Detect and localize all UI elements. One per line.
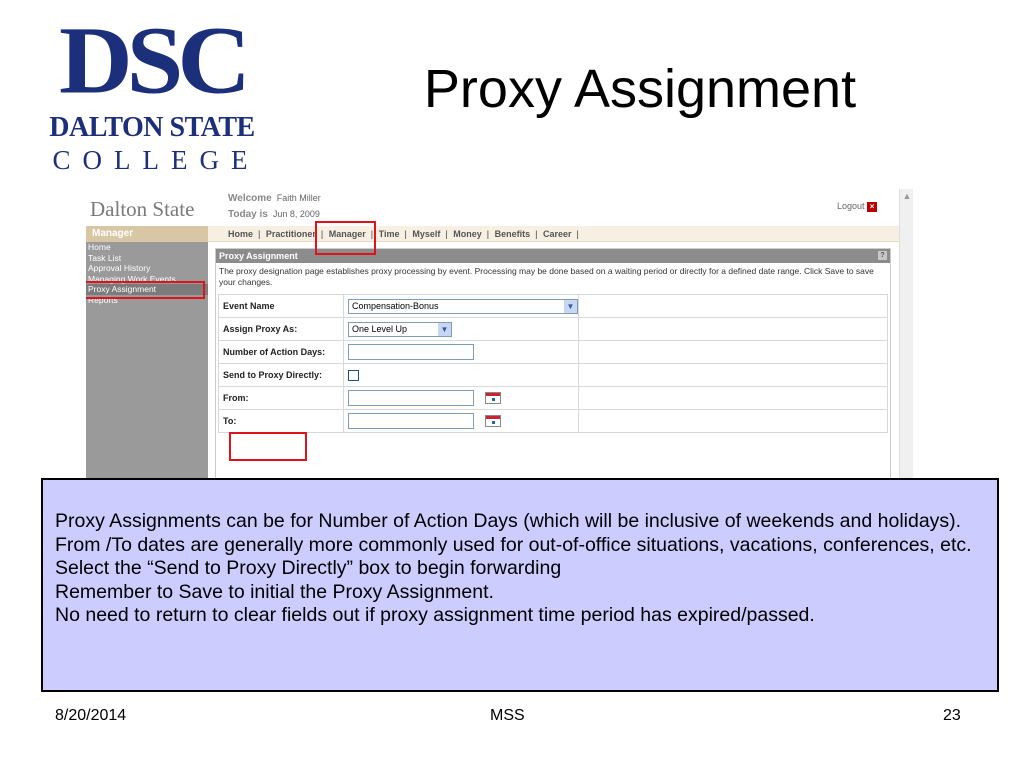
sidebar-item-managing-work-events[interactable]: Managing Work Events [88,273,176,284]
note-item: Proxy Assignments can be for Number of Action Days (which will be inclusive of weekends and holidays). [55,510,962,532]
nav-manager[interactable]: Manager [328,229,366,239]
footer-date: 8/20/2014 [55,707,127,724]
note-item: Remember to Save to initial the Proxy Assignment. [55,580,494,603]
main-nav: Home | Practitioner | Manager | Time | Myself | Money | Benefits | Career | [228,229,579,239]
footer-center: MSS [490,707,525,724]
chevron-down-icon[interactable]: ▼ [438,323,451,336]
welcome-label: Welcome [228,193,272,204]
calendar-icon[interactable] [485,392,501,404]
calendar-icon[interactable] [485,415,501,427]
form-row [219,318,888,341]
scrollbar[interactable] [899,189,913,479]
nav-home[interactable]: Home [228,229,254,239]
section-tab: Manager [86,226,208,242]
nav-myself[interactable]: Myself [412,229,441,239]
logout-link[interactable] [837,201,877,212]
app-screenshot [86,189,913,479]
close-icon[interactable]: × [867,202,877,212]
nav-practitioner[interactable]: Practitioner [265,229,316,239]
today-date: Jun 8, 2009 [272,209,320,219]
send-direct-checkbox[interactable] [348,370,359,381]
college-logo [40,6,264,175]
logo-line-2: DALTON STATE [49,112,255,143]
chevron-down-icon[interactable]: ▼ [564,300,577,313]
form-row [219,364,888,387]
nav-time[interactable]: Time [378,229,400,239]
note-item: From /To dates are generally more commonly used for out-of-office situations, vacations, conferences, etc. [55,533,972,556]
form-row [219,295,888,318]
from-label: From: [219,387,344,410]
proxy-assignment-panel [215,248,891,479]
assign-proxy-label: Assign Proxy As: [219,318,344,341]
sidebar-item-approval-history[interactable]: Approval History [88,263,151,273]
scroll-up-arrow-icon[interactable]: ▲ [902,191,912,201]
sidebar-item-task-list[interactable]: Task List [88,252,122,263]
send-direct-label: Send to Proxy Directly: [219,364,344,387]
welcome-text [228,193,321,204]
action-days-label: Number of Action Days: [219,341,344,364]
highlight-manager-tab [315,221,376,255]
to-date-input[interactable] [348,413,474,429]
assign-proxy-value: One Level Up [352,323,408,334]
to-label: To: [219,410,344,433]
page-number: 23 [943,707,961,724]
form-row [219,410,888,433]
event-name-select[interactable] [348,299,578,314]
help-icon[interactable]: ? [878,251,887,260]
from-date-input[interactable] [348,390,474,406]
logout-label: Logout [837,201,865,211]
form-row [219,341,888,364]
notes-box [41,478,999,692]
action-days-input[interactable] [348,344,474,360]
sidebar-item-proxy-assignment[interactable]: Proxy Assignment [86,284,208,295]
highlight-save-button [229,432,307,461]
nav-money[interactable]: Money [453,229,482,239]
event-name-value: Compensation-Bonus [352,300,439,311]
highlight-proxy-assignment [86,281,205,299]
today-label: Today is [228,209,268,220]
event-name-label: Event Name [219,295,344,318]
slide-title: Proxy Assignment [423,59,857,119]
sidebar [86,242,208,479]
panel-description: The proxy designation page establishes proxy processing by event. Processing may be done based on a waiting period or directly for a defined date range. Click Save to save your changes. [219,266,874,287]
today-text [228,209,320,220]
proxy-form [218,294,888,433]
note-item: Select the “Send to Proxy Directly” box to begin forwarding [55,557,562,579]
assign-proxy-select[interactable] [348,322,452,337]
app-brand: Dalton State [90,197,195,221]
welcome-user: Faith Miller [276,193,321,203]
logo-line-3: COLLEGE [52,145,260,175]
note-item: No need to return to clear fields out if proxy assignment time period has expired/passed. [55,604,815,626]
panel-title: Proxy Assignment [219,251,298,261]
nav-career[interactable]: Career [542,229,572,239]
sidebar-item-home[interactable]: Home [88,242,111,252]
form-row [219,387,888,410]
sidebar-item-reports[interactable]: Reports [88,294,118,305]
nav-benefits[interactable]: Benefits [494,229,531,239]
logo-monogram: DSC [58,6,246,115]
